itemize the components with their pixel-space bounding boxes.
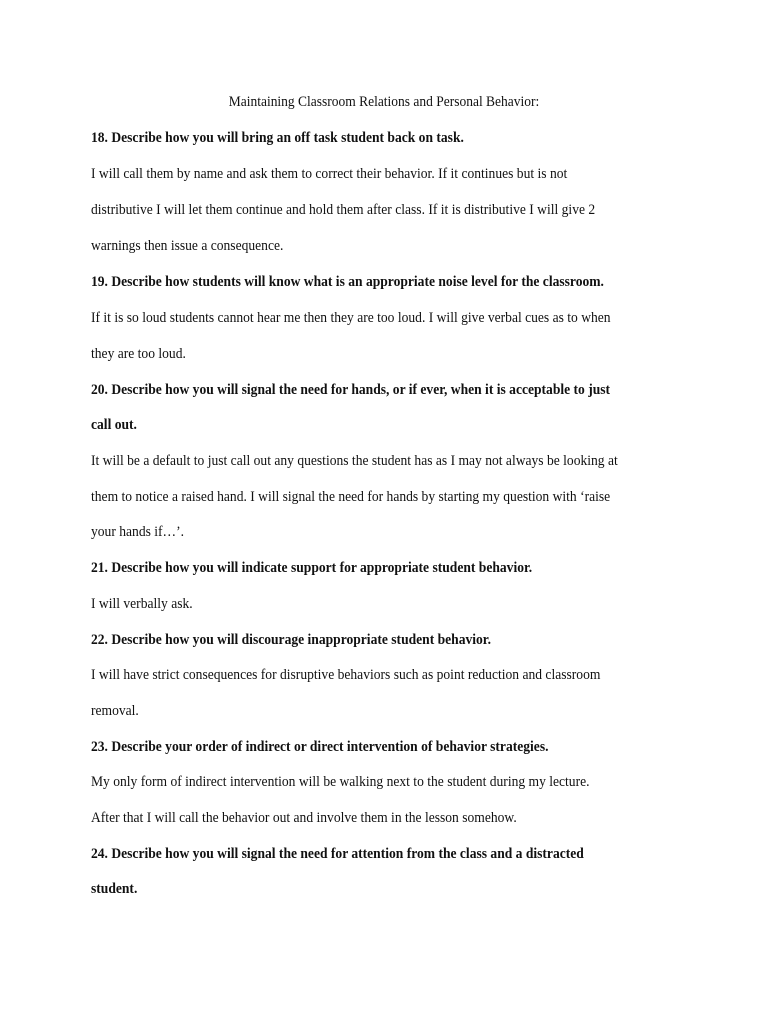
answer-line: your hands if…’. [91,524,185,540]
question-line: student. [91,881,138,897]
answer-line: My only form of indirect intervention will be walking next to the student during my lecture. [91,774,590,790]
question-line: 23. Describe your order of indirect or direct intervention of behavior strategies. [91,739,549,755]
answer-line: removal. [91,703,139,719]
answer-line: them to notice a raised hand. I will signal the need for hands by starting my question with ‘raise [91,489,611,505]
answer-line: It will be a default to just call out any questions the student has as I may not always be looking at [91,453,618,469]
question-line: 21. Describe how you will indicate support for appropriate student behavior. [91,560,533,576]
question-line: 18. Describe how you will bring an off task student back on task. [91,130,464,146]
question-line: 19. Describe how students will know what is an appropriate noise level for the classroom. [91,274,604,290]
answer-line: If it is so loud students cannot hear me then they are too loud. I will give verbal cues as to when [91,310,611,326]
answer-line: distributive I will let them continue and hold them after class. If it is distributive I will give 2 [91,202,596,218]
answer-line: warnings then issue a consequence. [91,238,284,254]
answer-line: I will have strict consequences for disruptive behaviors such as point reduction and classroom [91,667,601,683]
question-line: 22. Describe how you will discourage inappropriate student behavior. [91,632,491,648]
answer-line: they are too loud. [91,346,186,362]
document-title: Maintaining Classroom Relations and Personal Behavior: [228,94,540,110]
question-line: 24. Describe how you will signal the need for attention from the class and a distracted [91,846,584,862]
question-line: call out. [91,417,137,433]
answer-line: After that I will call the behavior out and involve them in the lesson somehow. [91,810,517,826]
answer-line: I will call them by name and ask them to correct their behavior. If it continues but is not [91,166,568,182]
answer-line: I will verbally ask. [91,596,193,612]
question-line: 20. Describe how you will signal the need for hands, or if ever, when it is acceptable to just [91,382,611,398]
